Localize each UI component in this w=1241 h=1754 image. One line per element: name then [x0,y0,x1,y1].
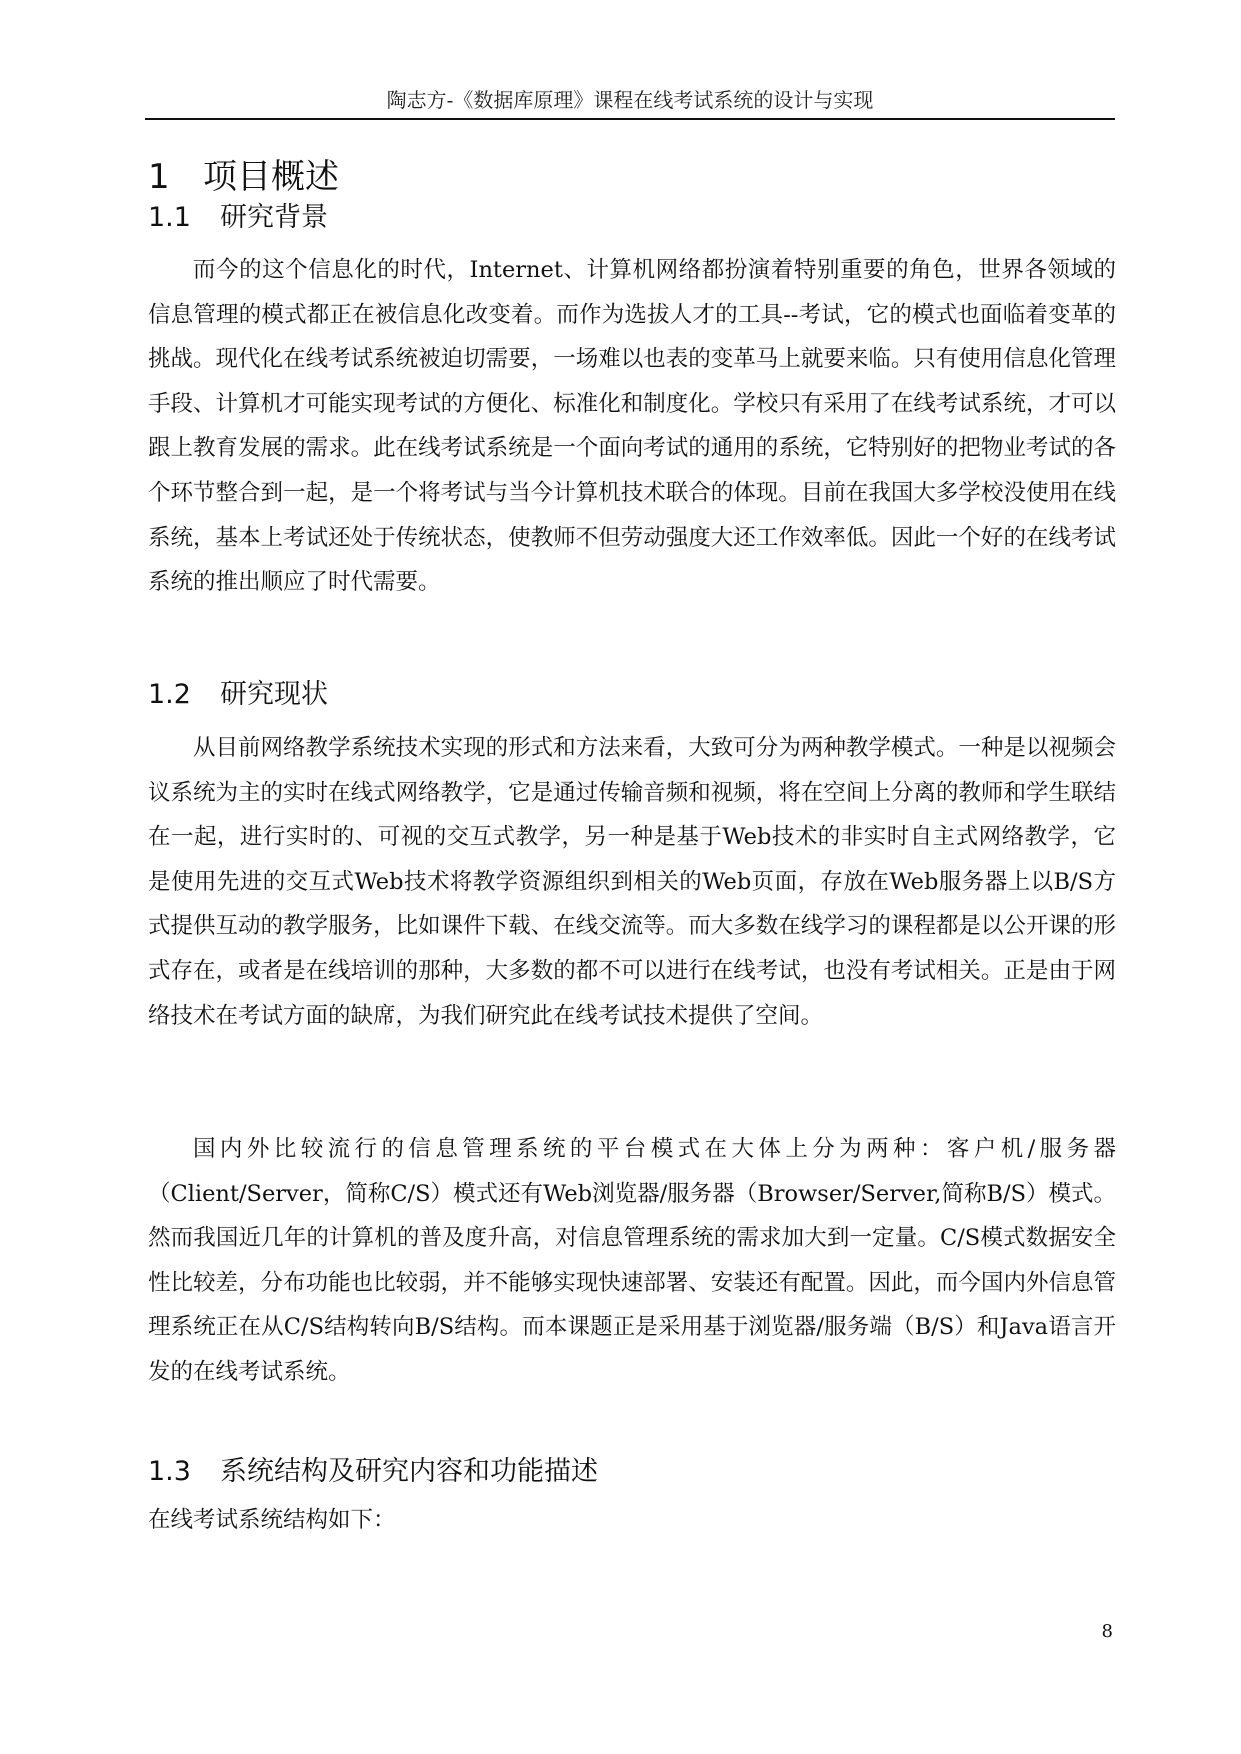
section-1-1-title: 研究背景 [220,202,328,233]
section-1-3-number: 1.3 [148,1456,191,1487]
section-1-title: 项目概述 [203,157,339,197]
section-1-heading [148,152,339,202]
section-1-1-number: 1.1 [148,202,191,233]
section-1-3-heading [148,1452,598,1492]
header-rule [145,118,1115,120]
section-1-2-number: 1.2 [148,679,191,710]
section-1-number: 1 [148,157,170,197]
section-1-1-heading [148,198,328,238]
running-header: 陶志方-《数据库原理》课程在线考试系统的设计与实现 [386,88,874,112]
section-1-2-paragraph-2: 国内外比较流行的信息管理系统的平台模式在大体上分为两种：客户机/服务器（Client/Server，简称C/S）模式还有Web浏览器/服务器（Browser/Server,简称B/S）模式。然而我国近几年的计算机的普及度升高，对信息管理系统的需求加大到一定量。C/S模式数据安全性比较差，分布功能也比较弱，并不能够实现快速部署、安装还有配置。因此，而今国内外信息管理系统正在从C/S结构转向B/S结构。而本课题正是采用基于浏览器/服务端（B/S）和Java语言开发的在线考试系统。 [148,1136,1116,1385]
section-1-2-title: 研究现状 [220,679,328,710]
section-1-1-paragraph: 而今的这个信息化的时代，Internet、计算机网络都扮演着特别重要的角色，世界各领域的信息管理的模式都正在被信息化改变着。而作为选拔人才的工具--考试，它的模式也面临着变革的挑战。现代化在线考试系统被迫切需要，一场难以也表的变革马上就要来临。只有使用信息化管理手段、计算机才可能实现考试的方便化、标准化和制度化。学校只有采用了在线考试系统，才可以跟上教育发展的需求。此在线考试系统是一个面向考试的通用的系统，它特别好的把物业考试的各个环节整合到一起，是一个将考试与当今计算机技术联合的体现。目前在我国大多学校没使用在线系统，基本上考试还处于传统状态，使教师不但劳动强度大还工作效率低。因此一个好的在线考试系统的推出顺应了时代需要。 [148,257,1116,596]
section-1-2-paragraph-1: 从目前网络教学系统技术实现的形式和方法来看，大致可分为两种教学模式。一种是以视频会议系统为主的实时在线式网络教学，它是通过传输音频和视频，将在空间上分离的教师和学生联结在一起，进行实时的、可视的交互式教学，另一种是基于Web技术的非实时自主式网络教学，它是使用先进的交互式Web技术将教学资源组织到相关的Web页面，存放在Web服务器上以B/S方式提供互动的教学服务，比如课件下载、在线交流等。而大多数在线学习的课程都是以公开课的形式存在，或者是在线培训的那种，大多数的都不可以进行在线考试，也没有考试相关。正是由于网络技术在考试方面的缺席，为我们研究此在线考试技术提供了空间。 [148,735,1116,1029]
page-number: 8 [1101,1621,1113,1642]
section-1-3-paragraph: 在线考试系统结构如下： [148,1507,396,1533]
section-1-2-heading [148,675,328,715]
section-1-3-title: 系统结构及研究内容和功能描述 [220,1456,598,1487]
